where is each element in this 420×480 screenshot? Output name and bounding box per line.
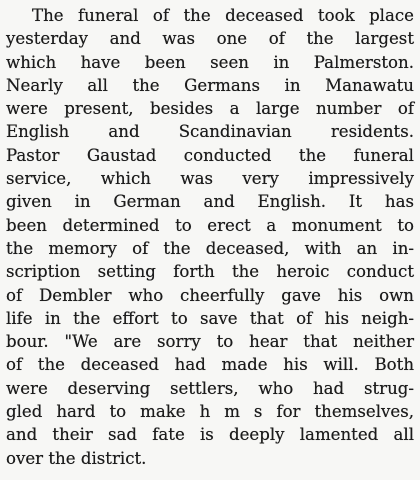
article-line-4: Nearly all the Germans in Manawatu [6, 75, 414, 95]
article-line-9: given in German and English. It has [6, 192, 414, 212]
article-line-19: and their sad fate is deeply lamented all [6, 425, 414, 445]
article-line-5: were present, besides a large number of [6, 99, 414, 119]
article-line-17: were deserving settlers, who had strug- [6, 378, 414, 398]
article-line-2: yesterday and was one of the largest [6, 29, 414, 49]
article-column [6, 4, 414, 470]
article-line-13: of Dembler who cheerfully gave his own [6, 285, 414, 305]
article-line-18: gled hard to make h m s for themselves, [6, 402, 414, 422]
article-line-16: of the deceased had made his will. Both [6, 355, 414, 375]
article-line-7: Pastor Gaustad conducted the funeral [6, 145, 414, 165]
article-line-1: The funeral of the deceased took place [32, 6, 414, 25]
article-line-12: scription setting forth the heroic conduct [6, 262, 414, 282]
article-line-8: service, which was very impressively [6, 169, 414, 189]
article-line-14: life in the effort to save that of his neigh- [6, 308, 414, 328]
article-line-11: the memory of the deceased, with an in- [6, 238, 414, 258]
article-line-20: over the district. [6, 448, 147, 468]
article-line-15: bour. "We are sorry to hear that neither [6, 332, 414, 352]
article-line-6: English and Scandinavian residents. [6, 122, 414, 142]
article-line-10: been determined to erect a monument to [6, 215, 414, 235]
article-line-3: which have been seen in Palmerston. [6, 52, 414, 72]
